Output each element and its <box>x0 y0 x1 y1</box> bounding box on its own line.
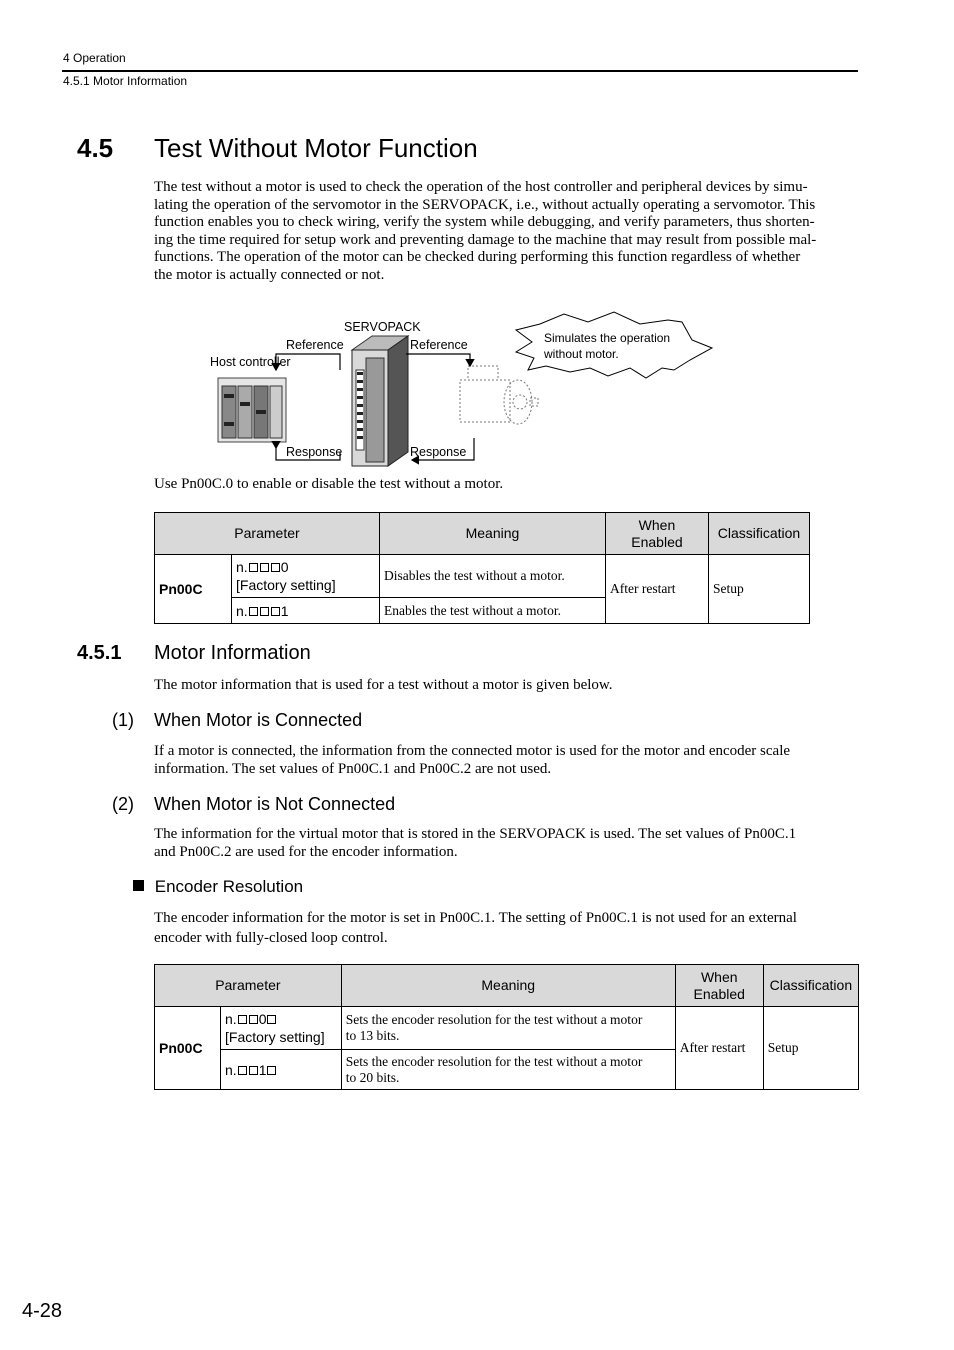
code-cell: n. 0 [Factory setting] <box>232 555 380 598</box>
square-bullet-icon <box>133 880 144 891</box>
host-controller-label: Host controller <box>210 355 291 369</box>
header-chapter: 4 Operation <box>63 51 126 65</box>
intro-line: function enables you to check wiring, verify the system while debugging, and verify parameters, thus shorten- <box>154 214 815 231</box>
bubble-text-line2: without motor. <box>544 347 619 361</box>
virtual-motor-image <box>460 366 538 424</box>
meaning-cell: Disables the test without a motor. <box>379 555 605 598</box>
subsection-title: Motor Information <box>154 642 311 664</box>
table-encoder-resolution <box>154 964 859 1090</box>
param-cell: Pn00C <box>155 555 232 624</box>
section-title: Test Without Motor Function <box>154 133 478 163</box>
when-cell: After restart <box>675 1007 763 1090</box>
code-cell: n. 1 <box>221 1050 342 1090</box>
sub1-number: (1) <box>112 710 134 730</box>
table-row <box>155 555 810 598</box>
param-cell: Pn00C <box>155 1007 221 1090</box>
header-rule <box>62 70 858 72</box>
use-text: Use Pn00C.0 to enable or disable the test without a motor. <box>154 476 504 492</box>
th-classification: Classification <box>763 965 858 1007</box>
sub2-number: (2) <box>112 794 134 814</box>
encoder-title: Encoder Resolution <box>154 877 304 896</box>
page-number: 4-28 <box>22 1300 63 1322</box>
reference-right-arrow <box>406 354 470 366</box>
servopack-label: SERVOPACK <box>344 320 421 334</box>
sub1-paragraph <box>154 743 859 778</box>
host-controller-image <box>218 378 286 442</box>
reference-left-label: Reference <box>286 338 344 352</box>
sub1-title: When Motor is Connected <box>154 710 363 730</box>
th-classification: Classification <box>708 513 809 555</box>
meaning-cell: Sets the encoder resolution for the test without a motor to 13 bits. <box>341 1007 675 1050</box>
sub1-line: If a motor is connected, the information from the connected motor is used for the motor and encoder scale <box>154 743 791 759</box>
when-cell: After restart <box>605 555 708 624</box>
servopack-image <box>352 336 408 466</box>
sub2-title: When Motor is Not Connected <box>154 794 396 814</box>
encoder-line: encoder with fully-closed loop control. <box>154 930 388 946</box>
speech-bubble <box>516 312 712 378</box>
header-section: 4.5.1 Motor Information <box>63 74 188 88</box>
encoder-paragraph <box>154 908 859 948</box>
intro-line: lating the operation of the servomotor in the SERVOPACK, i.e., without actually operating a servomotor. This <box>154 196 816 213</box>
class-cell: Setup <box>708 555 809 624</box>
response-left-label: Response <box>286 445 343 459</box>
sub2-line: The information for the virtual motor that is stored in the SERVOPACK is used. The set values of Pn00C.1 <box>154 826 797 842</box>
subsection-number: 4.5.1 <box>77 642 122 664</box>
encoder-line: The encoder information for the motor is set in Pn00C.1. The setting of Pn00C.1 is not used for an external <box>154 910 797 926</box>
th-meaning: Meaning <box>379 513 605 555</box>
response-right-label: Response <box>410 445 467 459</box>
table-test-enable <box>154 512 810 624</box>
sub2-line: and Pn00C.2 are used for the encoder information. <box>154 843 458 860</box>
meaning-cell: Sets the encoder resolution for the test without a motor to 20 bits. <box>341 1050 675 1090</box>
section-number: 4.5 <box>77 133 114 163</box>
th-parameter: Parameter <box>155 965 342 1007</box>
meaning-cell: Enables the test without a motor. <box>379 598 605 624</box>
th-meaning: Meaning <box>341 965 675 1007</box>
intro-line: the motor is actually connected or not. <box>154 266 385 283</box>
sub1-line: information. The set values of Pn00C.1 and Pn00C.2 are not used. <box>154 760 552 777</box>
th-when-enabled: When Enabled <box>675 965 763 1007</box>
reference-right-label: Reference <box>410 338 468 352</box>
motor-info-paragraph: The motor information that is used for a test without a motor is given below. <box>154 677 613 693</box>
intro-line: functions. The operation of the motor can be checked during performing this function regardless of whether <box>154 249 801 266</box>
intro-line: The test without a motor is used to check the operation of the host controller and peripheral devices by simu- <box>154 179 808 195</box>
intro-line: ing the time required for setup work and preventing damage to the machine that may result from possible mal- <box>154 231 817 248</box>
bubble-text-line1: Simulates the operation <box>544 331 671 345</box>
system-diagram <box>200 310 720 470</box>
th-parameter: Parameter <box>155 513 380 555</box>
sub2-paragraph <box>154 826 859 861</box>
code-cell: n. 1 <box>232 598 380 624</box>
intro-paragraph <box>154 179 859 285</box>
code-cell: n. 0 [Factory setting] <box>221 1007 342 1050</box>
table-row <box>155 1007 859 1050</box>
th-when-enabled: When Enabled <box>605 513 708 555</box>
class-cell: Setup <box>763 1007 858 1090</box>
encoder-heading <box>133 877 303 897</box>
